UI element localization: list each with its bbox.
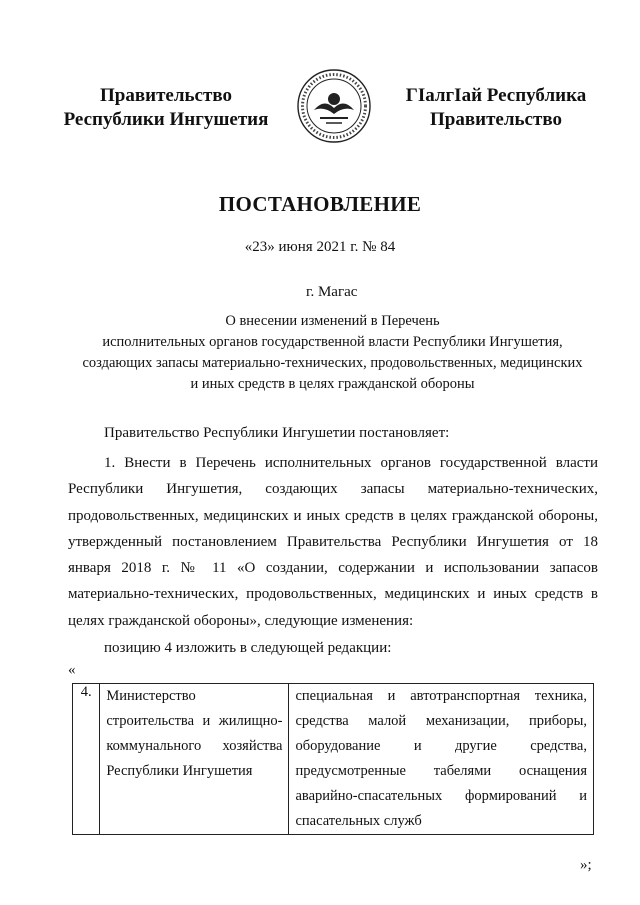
subject-line: создающих запасы материально-технических, продовольственных, медицинских [82,355,583,371]
document-position-line: позицию 4 изложить в следующей редакции: [104,640,392,656]
desc-line: оборудование и другие средства, [295,738,587,754]
header-right [396,84,596,132]
desc-line: средства малой механизации, приборы, [295,713,587,729]
header-left-line1: Правительство [100,85,232,106]
document-city: г. Магас [306,284,358,300]
subject-line: исполнительных органов государственной власти Республики Ингушетия, [102,334,563,350]
desc-line: специальная и автотранспортная техника, [295,688,587,704]
close-quote: »; [580,857,592,873]
document-date: «23» июня 2021 г. № 84 [244,239,396,255]
name-line: коммунального хозяйства [106,738,283,754]
name-line: Министерство [106,688,196,704]
document-intro: Правительство Республики Ингушетии постановляет: [104,425,450,441]
header-right-line1: ГIалгIай Республика [405,85,587,106]
subject-line: и иных средств в целях гражданской обороны [190,376,475,392]
table-cell-name [100,684,289,835]
name-line: строительства и жилищно- [106,713,283,729]
desc-line: аварийно-спасательных формирований и [295,788,587,804]
position-table [72,683,594,835]
header-right-line2: Правительство [430,109,562,130]
table-cell-number: 4. [73,684,100,835]
state-emblem-seal-icon [296,68,372,144]
subject-line: О внесении изменений в Перечень [225,313,440,329]
table-row [73,684,594,835]
desc-line: предусмотренные табелями оснащения [295,763,587,779]
open-quote: « [68,662,76,678]
header-left-line2: Республики Ингушетия [63,109,269,130]
name-line: Республики Ингушетия [106,763,253,779]
header-left [56,84,276,132]
table-cell-description [289,684,594,835]
document-paragraph-1: 1. Внести в Перечень исполнительных органов государственной власти Республики Ингушетия, создающих запасы материально-технических, продовольственных, медицинских и иных средств в целях гражданской обороны, утвержденный постановлением Правительства Республики Ингушетия от 18 января 2018 г. № 11 «О создании, содержании и использовании запасов материально-технических, продовольственных, медицинских и иных средств в целях гражданской обороны», следующие изменения: [68,455,598,629]
document-subject [60,311,605,395]
document-title: ПОСТАНОВЛЕНИЕ [218,192,422,216]
desc-line: спасательных служб [295,813,422,829]
